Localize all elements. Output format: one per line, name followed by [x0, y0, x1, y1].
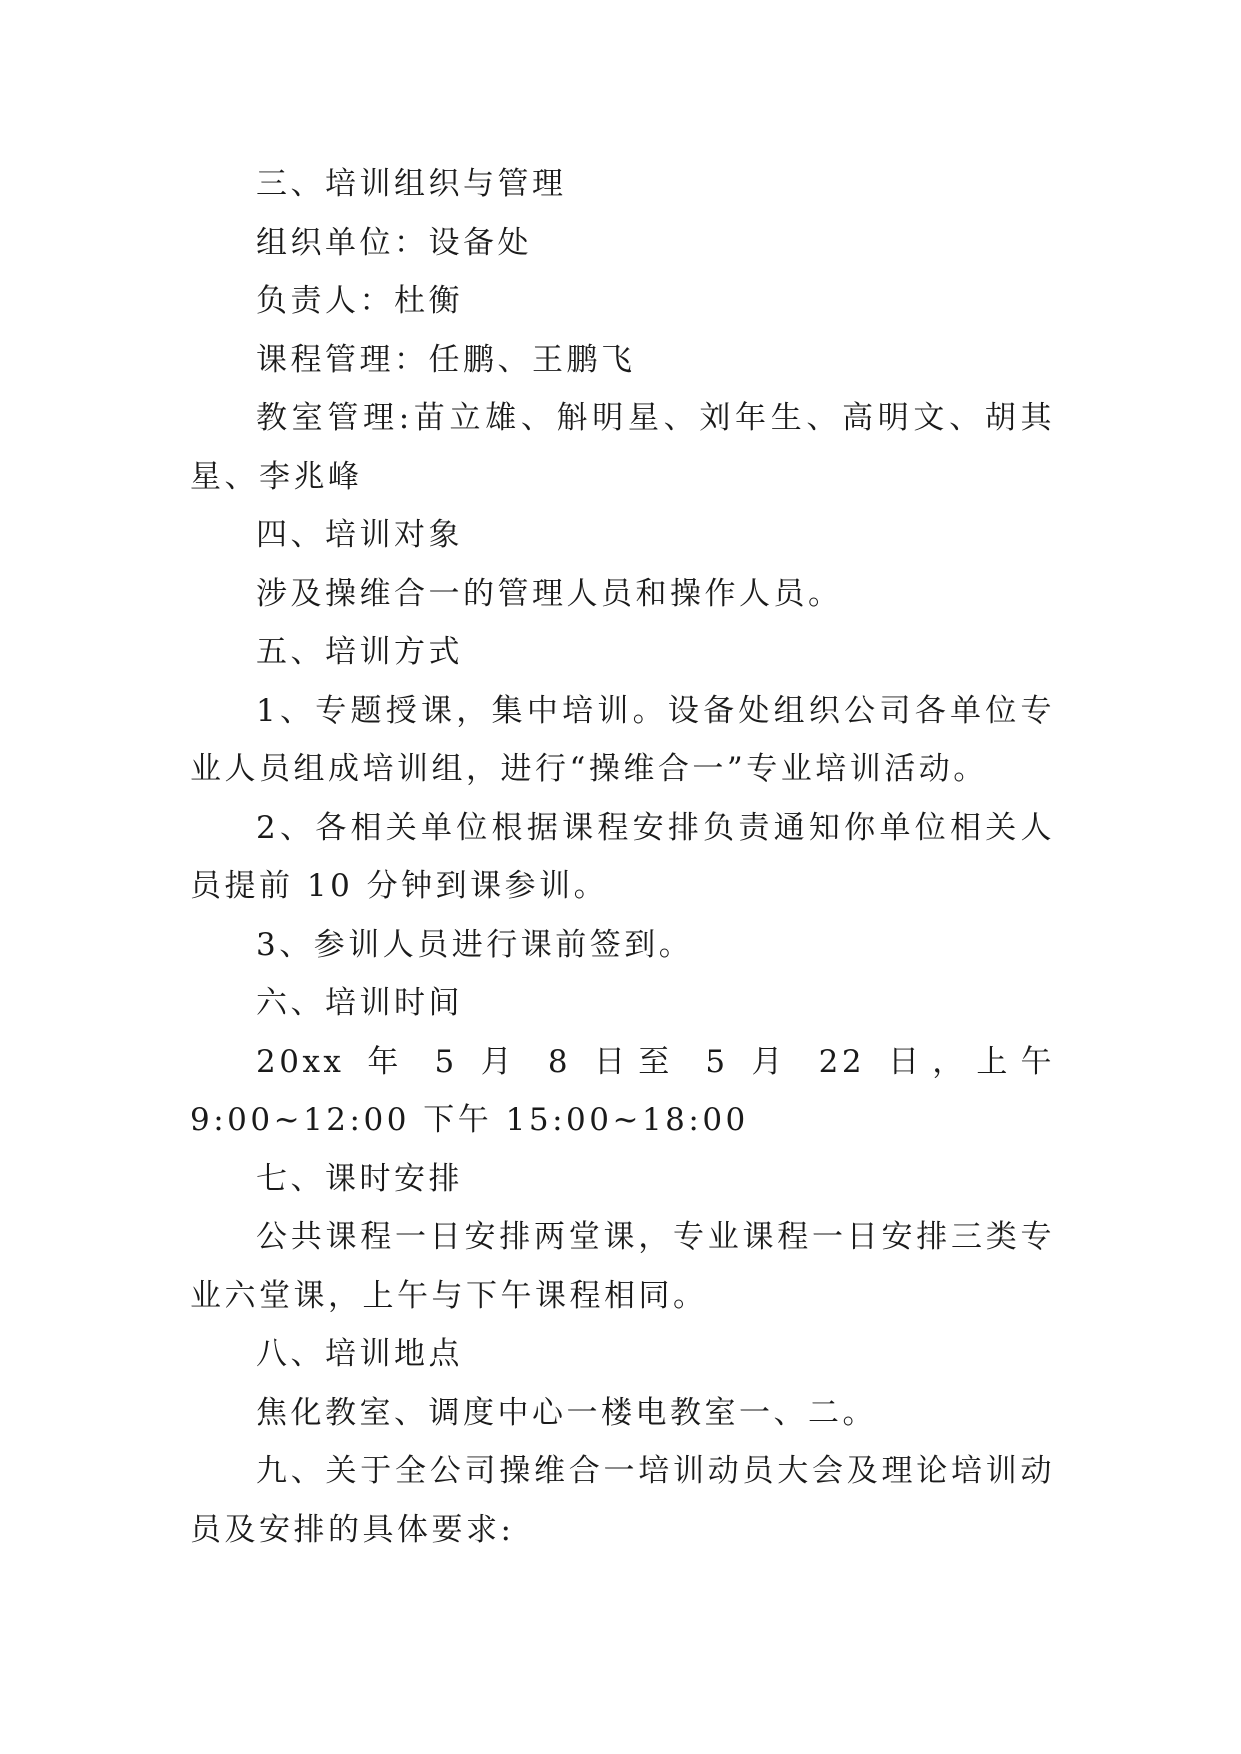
paragraph-method-1: 1、专题授课，集中培训。设备处组织公司各单位专业人员组成培训组，进行“操维合一”专业培训活动。: [190, 692, 1055, 787]
paragraph-schedule: 公共课程一日安排两堂课，专业课程一日安排三类专业六堂课，上午与下午课程相同。: [190, 1219, 1055, 1314]
section-heading-time: 六、培训时间: [256, 985, 463, 1021]
section-heading-trainees: 四、培训对象: [256, 517, 463, 553]
section-heading-location: 八、培训地点: [256, 1336, 463, 1372]
paragraph-trainees: 涉及操维合一的管理人员和操作人员。: [256, 575, 843, 612]
paragraph-time: 20xx 年 5 月 8 日至 5 月 22 日，上午 9:00~12:00 下午 15:00~18:00: [190, 1043, 1055, 1138]
paragraph-location: 焦化教室、调度中心一楼电教室一、二。: [256, 1394, 877, 1431]
document-body: [190, 155, 1055, 1559]
paragraph-person-in-charge: 负责人：杜衡: [256, 283, 463, 319]
paragraph-method-2: 2、各相关单位根据课程安排负责通知你单位相关人员提前 10 分钟到课参训。: [190, 809, 1055, 904]
section-heading-method: 五、培训方式: [256, 634, 463, 670]
paragraph-course-management: 课程管理：任鹏、王鹏飞: [256, 341, 636, 378]
paragraph-requirements: 九、关于全公司操维合一培训动员大会及理论培训动员及安排的具体要求:: [190, 1453, 1055, 1548]
paragraph-classroom-management: 教室管理:苗立雄、斛明星、刘年生、高明文、胡其星、李兆峰: [190, 400, 1055, 495]
section-heading-organization: 三、培训组织与管理: [256, 166, 567, 202]
paragraph-organizer: 组织单位：设备处: [256, 224, 532, 261]
section-heading-schedule: 七、课时安排: [256, 1160, 463, 1197]
paragraph-method-3: 3、参训人员进行课前签到。: [256, 926, 694, 963]
